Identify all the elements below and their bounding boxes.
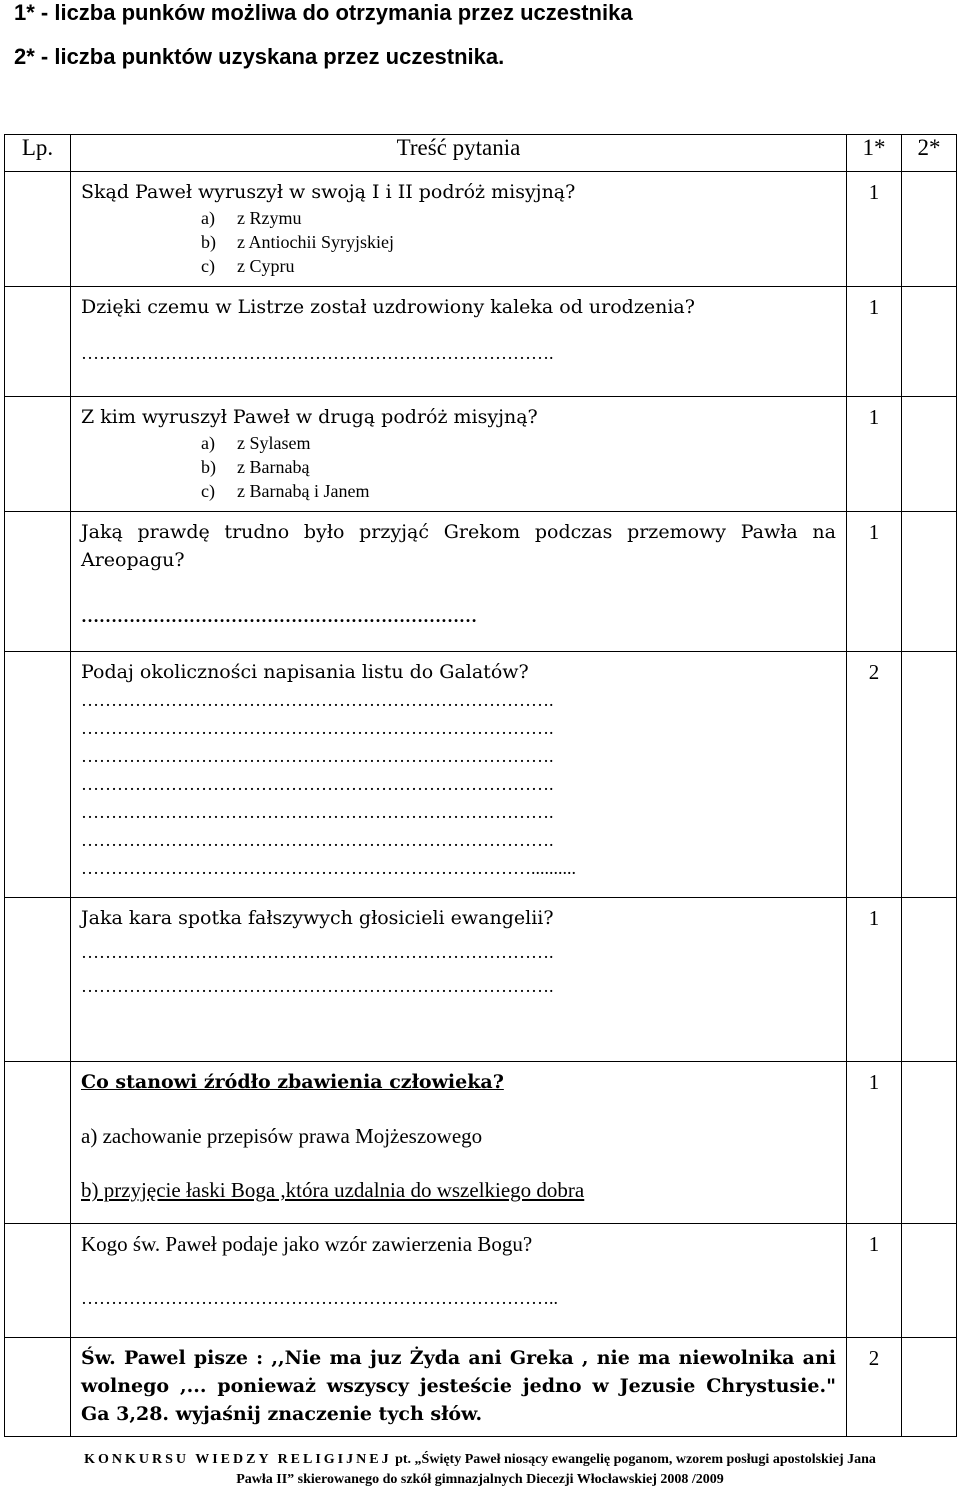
answer-line: ……………………………………………………………………. — [81, 718, 554, 738]
table-row — [5, 652, 957, 898]
answer-line: ……………………………………………………………………. — [81, 976, 554, 996]
answer-line: ………………………………………………………………….......... — [81, 858, 576, 878]
score-cell[interactable] — [902, 898, 957, 1062]
max-points: 1 — [868, 906, 880, 930]
table-row — [5, 172, 957, 287]
max-points: 2 — [868, 1346, 880, 1370]
question-text: Dzięki czemu w Listrze został uzdrowiony kaleka od urodzenia? — [81, 296, 695, 318]
legend-line-2: 2* - liczba punktów uzyskana przez uczestnika. — [14, 44, 505, 69]
option-text: z Barnabą — [237, 457, 310, 477]
answer-line: ……………………………………………………………………. — [81, 343, 554, 363]
option-letter: c) — [201, 256, 215, 276]
question-text: Św. Pawel pisze : ,,Nie ma juz Żyda ani Greka , nie ma niewolnika ani wolnego ,... ponieważ wszyscy jesteście jedno w Jezusie Chrystusie." Ga 3,28. wyjaśnij znaczenie tych słów. — [81, 1347, 836, 1425]
score-cell[interactable] — [902, 1338, 957, 1437]
question-text: Z kim wyruszył Paweł w drugą podróż misyjną? — [81, 406, 538, 428]
table-row — [5, 1224, 957, 1338]
option-letter: c) — [201, 481, 215, 501]
header-lp: Lp. — [21, 135, 54, 160]
header-scored-points: 2* — [917, 135, 941, 160]
option-text: z Antiochii Syryjskiej — [237, 232, 394, 252]
table-row — [5, 1338, 957, 1437]
max-points: 2 — [868, 660, 880, 684]
table-header-row — [5, 135, 957, 172]
legend-line-1: 1* - liczba punków możliwa do otrzymania przez uczestnika — [14, 0, 633, 25]
question-text: Kogo św. Paweł podaje jako wzór zawierzenia Bogu? — [81, 1232, 533, 1256]
max-points: 1 — [868, 520, 880, 544]
footer-line-1 — [0, 1450, 960, 1470]
question-text: Co stanowi źródło zbawienia człowieka? — [81, 1071, 504, 1093]
score-cell[interactable] — [902, 512, 957, 652]
answer-line: ………………………………………………………… — [81, 606, 477, 626]
answer-line: ……………………………………………………………………. — [81, 802, 554, 822]
footer-contest-name: KONKURSU WIEDZY RELIGIJNEJ — [84, 1452, 392, 1467]
answer-line: ……………………………………………………………………. — [81, 690, 554, 710]
question-text: Jaka kara spotka fałszywych głosicieli ewangelii? — [81, 907, 554, 929]
score-cell[interactable] — [902, 1062, 957, 1224]
option-text: z Barnabą i Janem — [237, 481, 370, 501]
answer-options — [201, 206, 836, 278]
max-points: 1 — [868, 180, 880, 204]
question-text: Skąd Paweł wyruszył w swoją I i II podróż misyjną? — [81, 181, 576, 203]
max-points: 1 — [868, 1232, 880, 1256]
answer-line: ……………………………………………………………………. — [81, 746, 554, 766]
option-b: b) przyjęcie łaski Boga ,która uzdalnia do wszelkiego dobra — [81, 1178, 585, 1202]
option-a: a) zachowanie przepisów prawa Mojżeszowego — [81, 1124, 483, 1148]
score-cell[interactable] — [902, 287, 957, 397]
answer-line: ……………………………………………………………………. — [81, 774, 554, 794]
option-letter: a) — [201, 208, 215, 228]
answer-line: ……………………………………………………………………. — [81, 942, 554, 962]
footer-contest-title: pt. „Święty Paweł niosący ewangelię poganom, wzorem posługi apostolskiej Jana — [391, 1452, 876, 1467]
option-letter: b) — [201, 232, 216, 252]
score-cell[interactable] — [902, 652, 957, 898]
table-row — [5, 287, 957, 397]
header-content: Treść pytania — [396, 135, 521, 160]
table-row — [5, 898, 957, 1062]
footer-line-2: Pawła II” skierowanego do szkół gimnazjalnych Diecezji Włocławskiej 2008 /2009 — [236, 1472, 724, 1487]
table-row — [5, 1062, 957, 1224]
table-row — [5, 397, 957, 512]
option-text: z Rzymu — [237, 208, 302, 228]
option-text: z Sylasem — [237, 433, 311, 453]
option-letter: b) — [201, 457, 216, 477]
option-letter: a) — [201, 433, 215, 453]
answer-line: ……………………………………………………………………. — [81, 830, 554, 850]
max-points: 1 — [868, 405, 880, 429]
score-cell[interactable] — [902, 397, 957, 512]
table-row — [5, 512, 957, 652]
questions-table — [4, 134, 957, 1437]
question-text: Podaj okoliczności napisania listu do Galatów? — [81, 661, 529, 683]
answer-line: …………………………………………………………………….. — [81, 1288, 558, 1308]
header-max-points: 1* — [862, 135, 886, 160]
score-cell[interactable] — [902, 1224, 957, 1338]
answer-options — [201, 431, 836, 503]
option-text: z Cypru — [237, 256, 295, 276]
question-text: Jaką prawdę trudno było przyjąć Grekom podczas przemowy Pawła na Areopagu? — [81, 521, 836, 571]
score-cell[interactable] — [902, 172, 957, 287]
max-points: 1 — [868, 295, 880, 319]
max-points: 1 — [868, 1070, 880, 1094]
